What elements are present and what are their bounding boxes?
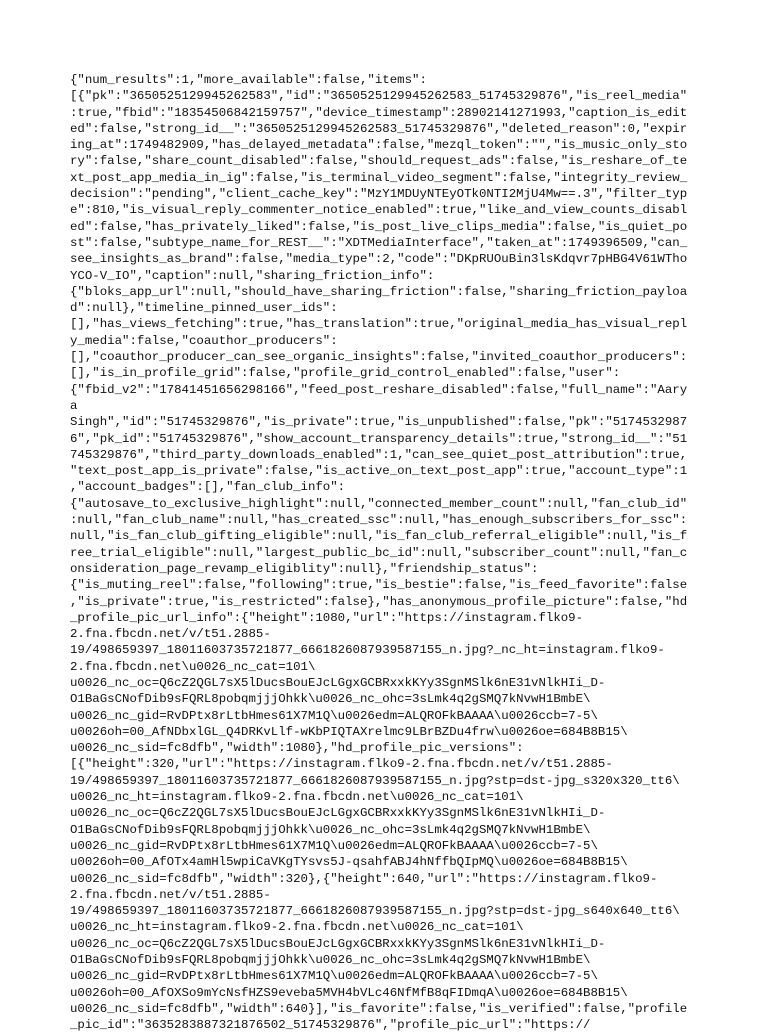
text-line: ,"is_private":true,"is_restricted":false},"has_anonymous_profile_picture":false,"hd [70,594,688,609]
text-line: u0026_nc_sid=fc8dfb","width":320},{"height":640,"url":"https://instagram.flko9- [70,871,658,886]
text-line: u0026oh=00_AfNDbxlGL_Q4DRKvLlf-wKbPIQTAXrelmc9LBrBZDu4frw\u0026oe=684B8B15\ [70,724,628,739]
text-line: 19/498659397_18011603735721877_6661826087939587155_n.jpg?stp=dst-jpg_s320x320_tt6\ [70,773,680,788]
text-line: [{"height":320,"url":"https://instagram.flko9-2.fna.fbcdn.net/v/t51.2885- [70,757,613,772]
text-line: u0026_nc_ht=instagram.flko9-2.fna.fbcdn.net\u0026_nc_cat=101\ [70,790,524,805]
text-line: u0026_nc_gid=RvDPtx8rLtbHmes61X7M1Q\u0026edm=ALQROFkBAAAA\u0026ccb=7-5\ [70,838,598,853]
text-line: u0026_nc_gid=RvDPtx8rLtbHmes61X7M1Q\u0026edm=ALQROFkBAAAA\u0026ccb=7-5\ [70,708,598,723]
text-line: 2.fna.fbcdn.net/v/t51.2885- [70,627,271,642]
text-line: u0026_nc_ht=instagram.flko9-2.fna.fbcdn.net\u0026_nc_cat=101\ [70,920,524,935]
text-line: see_insights_as_brand":false,"media_type":2,"code":"DKpRUOuBin3lsKdqvr7pHBG4V61WTho [70,252,688,267]
text-line: "text_post_app_is_private":false,"is_active_on_text_post_app":true,"account_type":1 [70,464,688,479]
text-line: {"bloks_app_url":null,"should_have_sharing_friction":false,"sharing_friction_payloa [70,284,688,299]
text-line: ed":false,"has_privately_liked":false,"is_post_live_clips_media":false,"is_quiet_po [70,219,688,234]
text-line: 745329876","third_party_downloads_enabled":1,"can_see_quiet_post_attribution":true, [70,447,688,462]
text-line: {"autosave_to_exclusive_highlight":null,"connected_member_count":null,"fan_club_id" [70,496,688,511]
text-line: YCO-V_IO","caption":null,"sharing_friction_info": [70,268,435,283]
text-line: {"fbid_v2":"17841451656298166","feed_post_reshare_disabled":false,"full_name":"Aary [70,382,688,397]
text-line: ,"account_badges":[],"fan_club_info": [70,480,346,495]
text-line: :true,"fbid":"18354506842159757","device_timestamp":28902141271993,"caption_is_edit [70,105,688,120]
text-line: [{"pk":"3650525129945262583","id":"3650525129945262583_51745329876","is_reel_media" [70,89,688,104]
text-line: y_media":false,"coauthor_producers": [70,333,338,348]
text-line: u0026_nc_sid=fc8dfb","width":640}],"is_favorite":false,"is_verified":false,"profile [70,1001,688,1016]
text-line: a [70,398,78,413]
text-line: 19/498659397_18011603735721877_6661826087939587155_n.jpg?_nc_ht=instagram.flko9- [70,643,665,658]
text-line: u0026_nc_oc=Q6cZ2QGL7sX5lDucsBouEJcLGgxGCBRxxkKYy3SgnMSlk6nE31vNlkHIi_D- [70,806,606,821]
text-line: u0026oh=00_AfOXSo9mYcNsfHZS9eveba5MVH4bVLc46NfMfB8qFIDmqA\u0026oe=684B8B15\ [70,985,628,1000]
text-line: {"is_muting_reel":false,"following":true,"is_bestie":false,"is_feed_favorite":false [70,578,688,593]
text-line: O1BaGsCNofDib9sFQRL8pobqmjjjOhkk\u0026_nc_ohc=3sLmk4q2gSMQ7kNvwH1BmbE\ [70,953,591,968]
text-line: O1BaGsCNofDib9sFQRL8pobqmjjjOhkk\u0026_nc_ohc=3sLmk4q2gSMQ7kNvwH1BmbE\ [70,692,591,707]
text-line: 6","pk_id":"51745329876","show_account_transparency_details":true,"strong_id__":"51 [70,431,688,446]
text-line: ry":false,"share_count_disabled":false,"should_request_ads":false,"is_reshare_of_te [70,154,688,169]
text-line: decision":"pending","client_cache_key":"MzY1MDUyNTEyOTk0NTI2MjU4Mw==.3","filter_typ [70,187,688,202]
text-line: d":null},"timeline_pinned_user_ids": [70,301,338,316]
text-line: Singh","id":"51745329876","is_private":true,"is_unpublished":false,"pk":"5174532987 [70,415,688,430]
text-line: u0026_nc_oc=Q6cZ2QGL7sX5lDucsBouEJcLGgxGCBRxxkKYy3SgnMSlk6nE31vNlkHIi_D- [70,675,606,690]
text-line: u0026_nc_gid=RvDPtx8rLtbHmes61X7M1Q\u0026edm=ALQROFkBAAAA\u0026ccb=7-5\ [70,969,598,984]
text-line: O1BaGsCNofDib9sFQRL8pobqmjjjOhkk\u0026_nc_ohc=3sLmk4q2gSMQ7kNvwH1BmbE\ [70,822,591,837]
text-line: null,"is_fan_club_gifting_eligible":null,"is_fan_club_referral_eligible":null,"is_f [70,529,688,544]
text-line: u0026oh=00_AfOTx4amHl5wpiCaVKgTYsvs5J-qsahfABJ4hNffbQIpMQ\u0026oe=684B8B15\ [70,855,628,870]
text-line: {"num_results":1,"more_available":false,"items": [70,73,427,87]
text-line: ed":false,"strong_id__":"3650525129945262583_51745329876","deleted_reason":0,"expir [70,121,688,136]
text-line: _profile_pic_url_info":{"height":1080,"url":"https://instagram.flko9- [70,610,584,625]
text-line: [],"is_in_profile_grid":false,"profile_grid_control_enabled":false,"user": [70,366,621,381]
text-line: :null,"fan_club_name":null,"has_created_ssc":null,"has_enough_subscribers_for_ssc": [70,513,688,528]
text-line: u0026_nc_oc=Q6cZ2QGL7sX5lDucsBouEJcLGgxGCBRxxkKYy3SgnMSlk6nE31vNlkHIi_D- [70,936,606,951]
text-line: e":810,"is_visual_reply_commenter_notice_enabled":true,"like_and_view_counts_disabl [70,203,688,218]
text-line: [],"coauthor_producer_can_see_organic_insights":false,"invited_coauthor_producers": [70,350,688,365]
text-line: onsideration_page_revamp_eligiblity":null},"friendship_status": [70,561,539,576]
text-line: u0026_nc_sid=fc8dfb","width":1080},"hd_profile_pic_versions": [70,741,524,756]
text-line: [],"has_views_fetching":true,"has_translation":true,"original_media_has_visual_repl [70,317,688,332]
text-line: _pic_id":"3635283887321876502_51745329876","profile_pic_url":"https:// [70,1018,591,1033]
text-line: st":false,"subtype_name_for_REST__":"XDTMediaInterface","taken_at":1749396509,"can_ [70,235,688,250]
text-line: 2.fna.fbcdn.net/v/t51.2885- [70,887,271,902]
text-line: ree_trial_eligible":null,"largest_public_bc_id":null,"subscriber_count":null,"fan_c [70,545,688,560]
text-line: 19/498659397_18011603735721877_6661826087939587155_n.jpg?stp=dst-jpg_s640x640_tt6\ [70,904,680,919]
text-line: xt_post_app_media_in_ig":false,"is_terminal_video_segment":false,"integrity_review_ [70,170,688,185]
text-line: ing_at":1749482909,"has_delayed_metadata":false,"mezql_token":"","is_music_only_sto [70,138,688,153]
text-line: 2.fna.fbcdn.net\u0026_nc_cat=101\ [70,659,316,674]
json-text-document [70,72,698,1034]
